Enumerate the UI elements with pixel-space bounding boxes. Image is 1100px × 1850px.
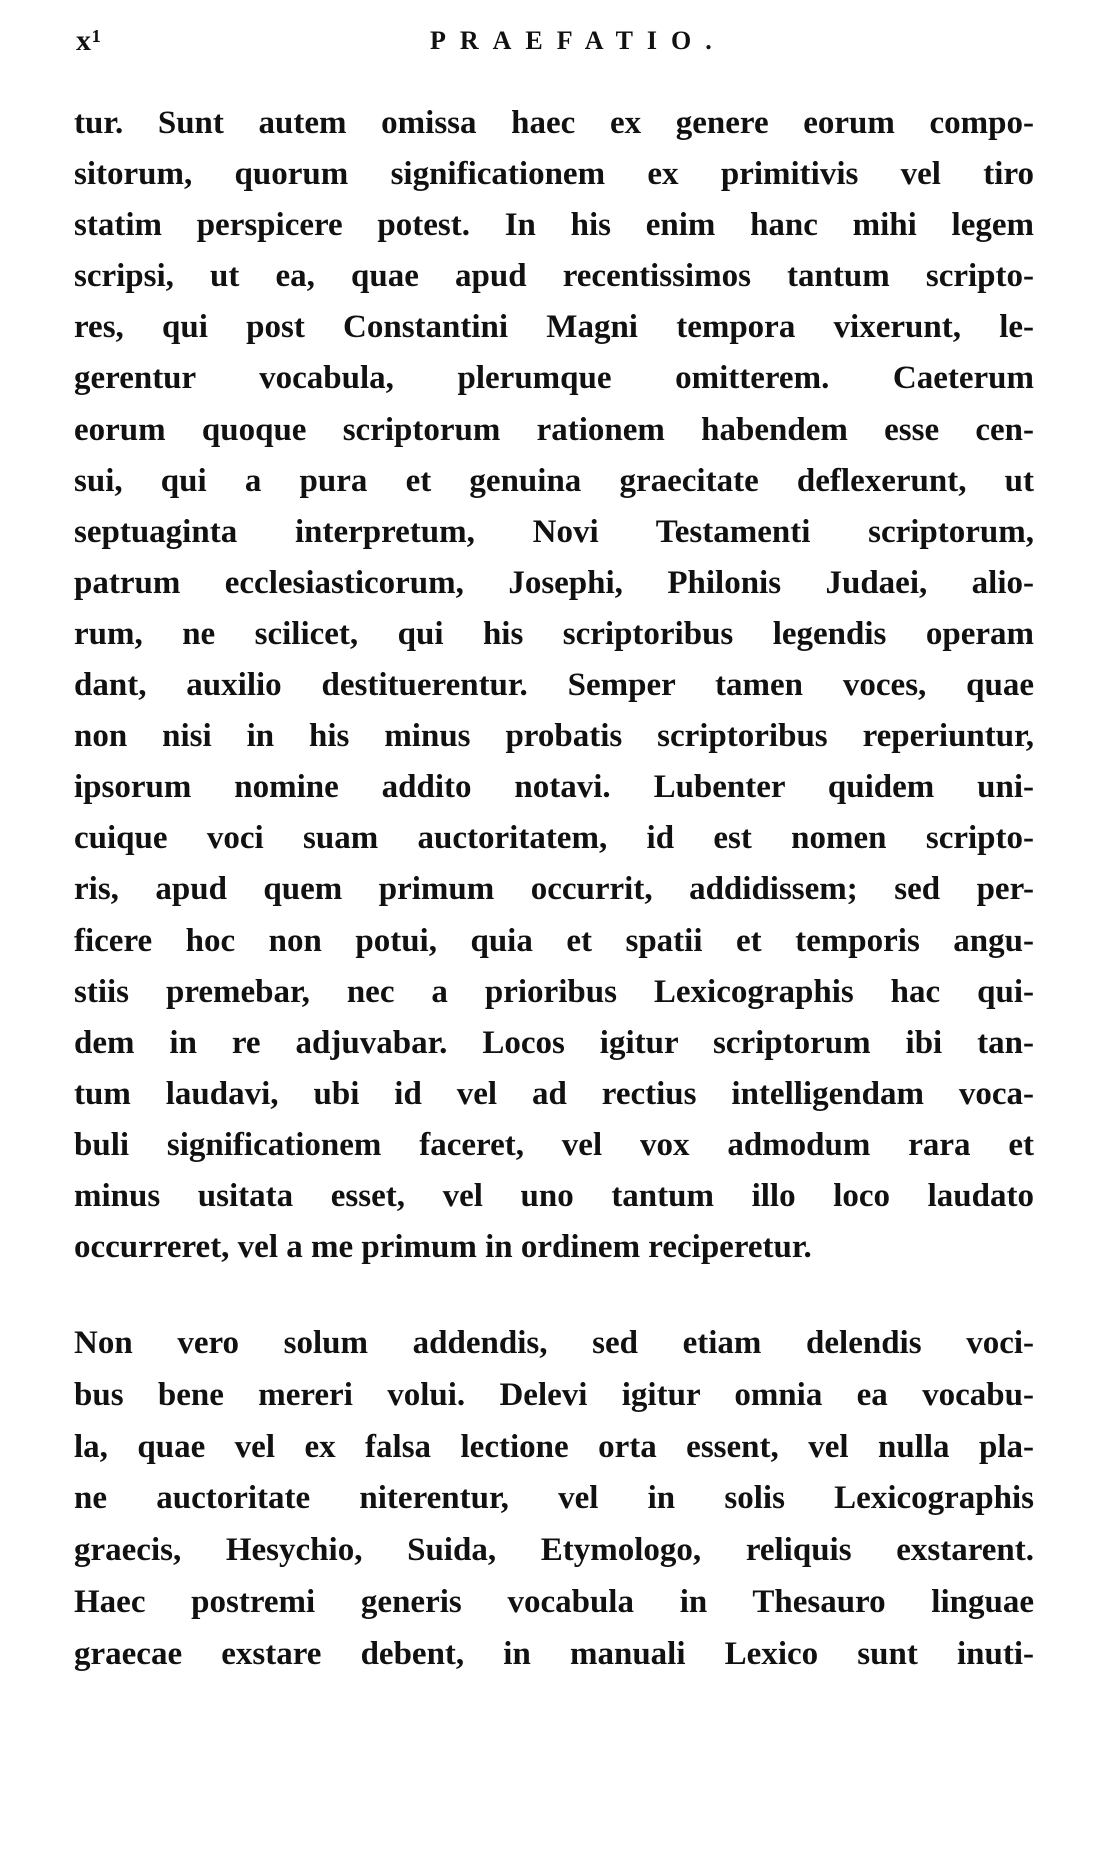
text-line: eorum quoque scriptorum rationem habendem esse cen-	[74, 411, 1034, 448]
text-line: sitorum, quorum significationem ex primitivis vel tiro	[74, 156, 1034, 193]
text-line: ris, apud quem primum occurrit, addidissem; sed per-	[74, 871, 1034, 908]
text-line: sui, qui a pura et genuina graecitate deflexerunt, ut	[74, 462, 1034, 499]
text-line: ipsorum nomine addito notavi. Lubenter quidem uni-	[74, 769, 1034, 806]
text-line: statim perspicere potest. In his enim hanc mihi legem	[74, 207, 1034, 244]
text-line: graecae exstare debent, in manuali Lexico sunt inuti-	[74, 1635, 1034, 1672]
text-line: Non vero solum addendis, sed etiam delendis voci-	[74, 1325, 1034, 1361]
text-line: septuaginta interpretum, Novi Testamenti scriptorum,	[74, 513, 1034, 550]
text-line: ne auctoritate niterentur, vel in solis Lexicographis	[74, 1480, 1034, 1517]
running-title: PRAEFATIO.	[430, 26, 726, 55]
text-line: cuique voci suam auctoritatem, id est nomen scripto-	[74, 820, 1034, 857]
text-line: non nisi in his minus probatis scriptoribus reperiuntur,	[74, 718, 1034, 755]
page-number: x¹	[76, 24, 102, 57]
text-line: tum laudavi, ubi id vel ad rectius intelligendam voca-	[74, 1075, 1034, 1112]
text-line: stiis premebar, nec a prioribus Lexicographis hac qui-	[74, 973, 1034, 1010]
text-line: bus bene mereri volui. Delevi igitur omnia ea vocabu-	[74, 1376, 1034, 1413]
text-line: rum, ne scilicet, qui his scriptoribus legendis operam	[74, 615, 1034, 652]
text-line: patrum ecclesiasticorum, Josephi, Philonis Judaei, alio-	[74, 564, 1034, 601]
text-line: graecis, Hesychio, Suida, Etymologo, reliquis exstarent.	[74, 1532, 1034, 1569]
text-line: ficere hoc non potui, quia et spatii et temporis angu-	[74, 922, 1034, 959]
paragraph-1	[74, 98, 1034, 1273]
text-line: dem in re adjuvabar. Locos igitur scriptorum ibi tan-	[74, 1024, 1034, 1061]
text-line: scripsi, ut ea, quae apud recentissimos tantum scripto-	[74, 258, 1034, 295]
text-line: res, qui post Constantini Magni tempora vixerunt, le-	[74, 309, 1034, 346]
text-line: Haec postremi generis vocabula in Thesauro linguae	[74, 1583, 1034, 1620]
text-line: occurreret, vel a me primum in ordinem reciperetur.	[74, 1229, 812, 1266]
paragraph-2	[74, 1318, 1034, 1681]
text-line: la, quae vel ex falsa lectione orta essent, vel nulla pla-	[74, 1428, 1034, 1465]
page-header	[70, 24, 1030, 64]
text-line: buli significationem faceret, vel vox admodum rara et	[74, 1126, 1034, 1163]
text-line: minus usitata esset, vel uno tantum illo loco laudato	[74, 1177, 1034, 1214]
text-line: gerentur vocabula, plerumque omitterem. Caeterum	[74, 360, 1034, 397]
text-line: dant, auxilio destituerentur. Semper tamen voces, quae	[74, 667, 1034, 704]
text-line: tur. Sunt autem omissa haec ex genere eorum compo-	[74, 105, 1034, 141]
